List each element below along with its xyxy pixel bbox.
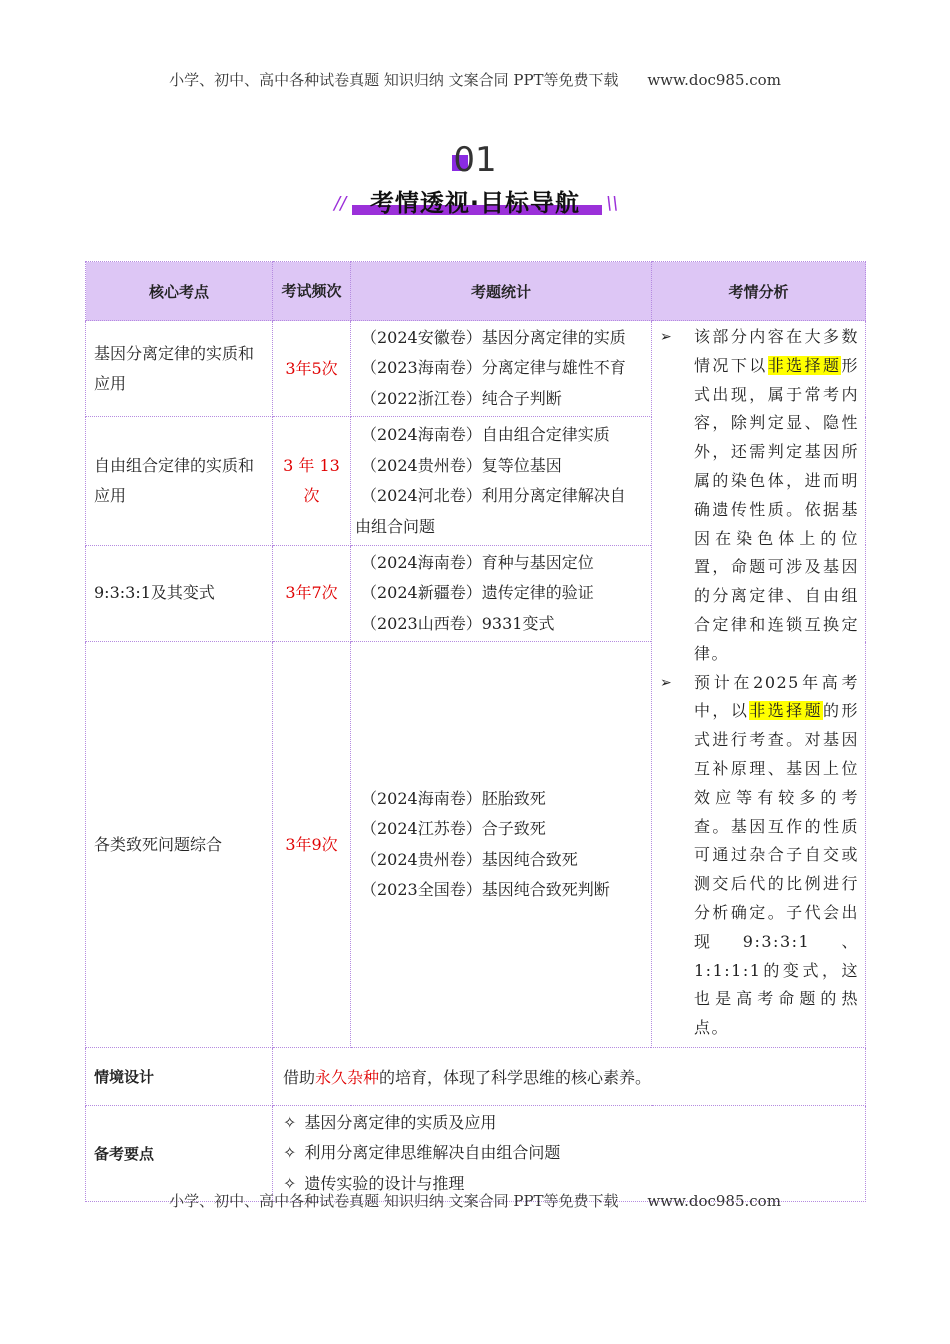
arrow-bullet-icon: ➢	[660, 674, 672, 691]
slash-decoration-right: \\	[606, 193, 619, 214]
section-title: 考情透视·目标导航	[369, 189, 581, 217]
stat-item: （2024贵州卷）基因纯合致死	[361, 849, 578, 869]
scenario-highlight: 永久杂种	[315, 1067, 380, 1087]
header-analysis: 考情分析	[652, 262, 866, 321]
stat-item: （2023全国卷）基因纯合致死判断	[361, 880, 610, 900]
statistics-cell	[351, 642, 652, 1048]
stat-item: （2024河北卷）利用分离定律解决自	[361, 486, 626, 506]
stat-item: 由组合问题	[355, 516, 436, 536]
highlighted-term: 非选择题	[767, 355, 842, 375]
prep-item-text: 利用分离定律思维解决自由组合问题	[304, 1143, 561, 1163]
section-title-banner	[0, 183, 950, 218]
topic-cell: 9:3:3:1及其变式	[86, 545, 273, 641]
section-number-text: 01	[453, 140, 497, 180]
header-text: 小学、初中、高中各种试卷真题 知识归纳 文案合同 PPT等免费下载	[169, 71, 619, 89]
stat-item: （2024海南卷）育种与基因定位	[361, 552, 594, 572]
stat-item: （2024贵州卷）复等位基因	[361, 455, 562, 475]
analysis-point	[660, 669, 859, 1043]
stat-item: （2024海南卷）自由组合定律实质	[361, 425, 610, 445]
table-header-row	[86, 262, 866, 321]
statistics-cell	[351, 417, 652, 545]
topic-cell: 基因分离定律的实质和应用	[86, 321, 273, 417]
stat-item: （2023山西卷）9331变式	[361, 613, 555, 633]
scenario-label: 情境设计	[86, 1047, 273, 1105]
stat-item: （2024安徽卷）基因分离定律的实质	[361, 327, 626, 347]
statistics-cell	[351, 321, 652, 417]
exam-analysis-table	[85, 261, 866, 1202]
analysis-text: 该部分内容在大多数情况下以	[694, 327, 859, 375]
diamond-bullet-icon: ✧	[283, 1143, 297, 1163]
analysis-text: 的形式进行考查。对基因互补原理、基因上位效应等有较多的考查。基因互作的性质可通过杂合子自交或测交后代的比例进行分析确定。子代会出现9:3:3:1、1:1:1:1的变式，这也是高考命题的热点。	[694, 701, 859, 1038]
stat-item: （2024江苏卷）合子致死	[361, 819, 546, 839]
frequency-cell: 3年7次	[273, 545, 351, 641]
stat-item: （2023海南卷）分离定律与雄性不育	[361, 358, 626, 378]
arrow-bullet-icon: ➢	[660, 329, 672, 345]
page-header	[0, 69, 950, 90]
diamond-bullet-icon: ✧	[283, 1112, 297, 1132]
prep-item-text: 遗传实验的设计与推理	[304, 1173, 465, 1193]
header-core-topic: 核心考点	[86, 262, 273, 321]
prep-cell	[273, 1105, 866, 1202]
prep-row	[86, 1105, 866, 1202]
topic-cell: 自由组合定律的实质和应用	[86, 417, 273, 545]
diamond-bullet-icon: ✧	[283, 1173, 297, 1193]
analysis-point	[660, 323, 859, 669]
section-number	[0, 140, 950, 180]
scenario-text: 借助	[283, 1067, 316, 1087]
analysis-text: 预计在2025年高考中，以	[694, 672, 859, 721]
slash-decoration-left: //	[334, 193, 347, 214]
list-item	[283, 1108, 855, 1139]
frequency-cell: 3年5次	[273, 321, 351, 417]
frequency-cell: 3年9次	[273, 642, 351, 1048]
statistics-cell	[351, 545, 652, 641]
prep-label: 备考要点	[86, 1105, 273, 1202]
frequency-cell: 3 年 13 次	[273, 417, 351, 545]
stat-item: （2024新疆卷）遗传定律的验证	[361, 583, 594, 603]
analysis-cell	[652, 321, 866, 1048]
list-item	[283, 1138, 855, 1169]
scenario-text: 的培育，体现了科学思维的核心素养。	[379, 1067, 652, 1087]
scenario-row	[86, 1047, 866, 1105]
scenario-cell	[273, 1047, 866, 1105]
header-frequency: 考试频次	[273, 262, 351, 321]
page-footer	[0, 1190, 950, 1211]
analysis-text: 形式出现，属于常考内容，除判定显、隐性外，还需判定基因所属的染色体，进而明确遗传性质。依据基因在染色体上的位置，命题可涉及基因的分离定律、自由组合定律和连锁互换定律。	[694, 355, 859, 663]
prep-item-text: 基因分离定律的实质及应用	[304, 1112, 497, 1132]
header-statistics: 考题统计	[351, 262, 652, 321]
topic-cell: 各类致死问题综合	[86, 642, 273, 1048]
footer-url[interactable]: www.doc985.com	[647, 1192, 781, 1210]
highlighted-term: 非选择题	[749, 701, 824, 721]
table-row	[86, 321, 866, 417]
footer-text: 小学、初中、高中各种试卷真题 知识归纳 文案合同 PPT等免费下载	[169, 1192, 619, 1210]
stat-item: （2022浙江卷）纯合子判断	[361, 388, 562, 408]
header-url[interactable]: www.doc985.com	[647, 71, 781, 89]
stat-item: （2024海南卷）胚胎致死	[361, 788, 546, 808]
